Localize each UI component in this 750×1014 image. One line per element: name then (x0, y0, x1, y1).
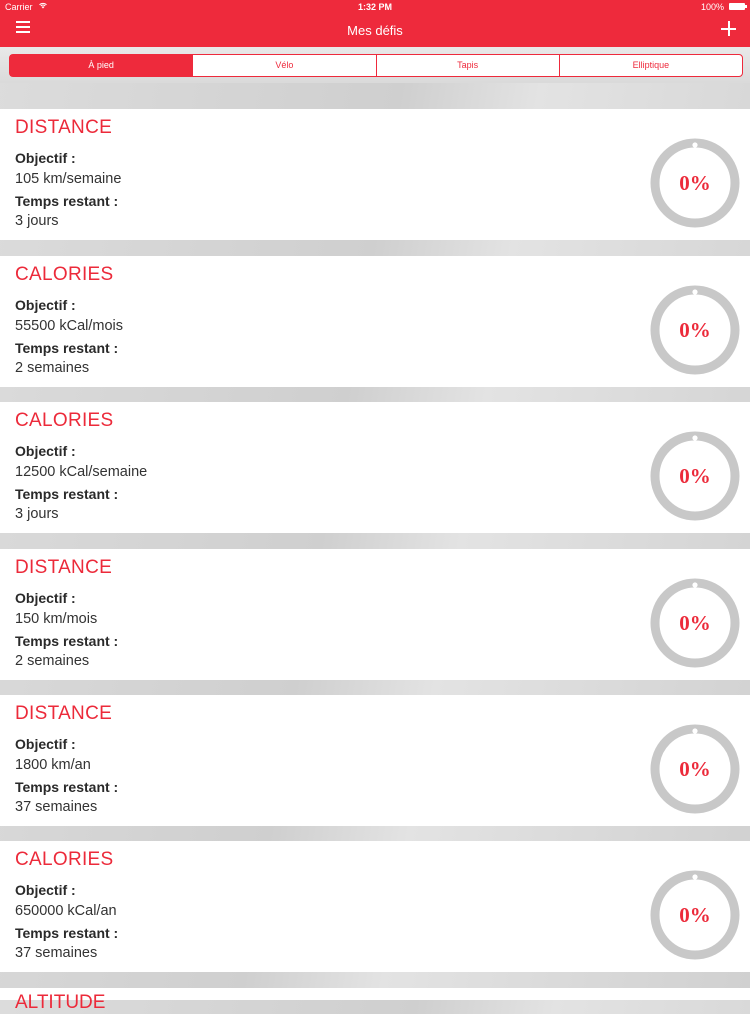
progress-percent: 0% (679, 903, 711, 927)
challenge-card[interactable] (0, 256, 750, 387)
progress-ring (650, 285, 740, 375)
segment-velo[interactable]: Vélo (192, 55, 375, 76)
battery-icon (729, 3, 745, 10)
remaining-label: Temps restant : (15, 925, 119, 941)
goal-value: 55500 kCal/mois (15, 318, 123, 334)
remaining-label: Temps restant : (15, 633, 119, 649)
remaining-label: Temps restant : (15, 193, 119, 209)
challenge-type-title: ALTITUDE (15, 992, 106, 1013)
goal-value: 1800 km/an (15, 757, 91, 773)
segment-elliptique[interactable]: Elliptique (559, 55, 742, 76)
goal-label: Objectif : (15, 736, 76, 752)
progress-percent: 0% (679, 464, 711, 488)
page-title: Mes défis (347, 23, 403, 38)
progress-percent: 0% (679, 611, 711, 635)
goal-value: 150 km/mois (15, 611, 98, 627)
progress-ring (650, 138, 740, 228)
challenge-type-title: DISTANCE (15, 703, 113, 724)
challenge-type-title: CALORIES (15, 849, 114, 870)
activity-segment-bar (0, 47, 750, 83)
progress-percent: 0% (679, 318, 711, 342)
remaining-value: 37 semaines (15, 945, 98, 961)
progress-ring (650, 724, 740, 814)
status-time: 1:32 PM (357, 2, 392, 12)
remaining-value: 3 jours (15, 213, 59, 229)
remaining-label: Temps restant : (15, 486, 119, 502)
app-header (0, 0, 750, 47)
goal-value: 105 km/semaine (15, 171, 122, 187)
remaining-label: Temps restant : (15, 779, 119, 795)
progress-percent: 0% (679, 757, 711, 781)
remaining-value: 37 semaines (15, 799, 98, 815)
add-challenge-plus-icon[interactable] (721, 21, 736, 36)
carrier-label: Carrier (5, 2, 33, 12)
challenge-type-title: CALORIES (15, 410, 114, 431)
challenge-card[interactable] (0, 695, 750, 826)
progress-ring (650, 870, 740, 960)
remaining-label: Temps restant : (15, 340, 119, 356)
goal-label: Objectif : (15, 297, 76, 313)
progress-ring (650, 431, 740, 521)
status-bar (0, 0, 750, 14)
challenge-card[interactable] (0, 402, 750, 533)
challenge-card[interactable] (0, 109, 750, 240)
remaining-value: 2 semaines (15, 360, 90, 376)
challenge-card[interactable] (0, 841, 750, 972)
goal-label: Objectif : (15, 150, 76, 166)
remaining-value: 2 semaines (15, 653, 90, 669)
goal-value: 12500 kCal/semaine (15, 464, 148, 480)
goal-label: Objectif : (15, 443, 76, 459)
challenge-type-title: DISTANCE (15, 557, 113, 578)
segment-tapis[interactable]: Tapis (376, 55, 559, 76)
battery-percentage: 100% (700, 2, 724, 12)
activity-segmented-control (9, 54, 743, 77)
progress-percent: 0% (679, 171, 711, 195)
challenge-card[interactable] (0, 549, 750, 680)
challenge-card-partial[interactable] (0, 988, 750, 1013)
segment-a-pied[interactable]: À pied (10, 55, 192, 76)
challenge-type-title: CALORIES (15, 264, 114, 285)
progress-ring (650, 578, 740, 668)
goal-value: 650000 kCal/an (15, 903, 117, 919)
remaining-value: 3 jours (15, 506, 59, 522)
goal-label: Objectif : (15, 590, 76, 606)
challenge-type-title: DISTANCE (15, 117, 113, 138)
goal-label: Objectif : (15, 882, 76, 898)
